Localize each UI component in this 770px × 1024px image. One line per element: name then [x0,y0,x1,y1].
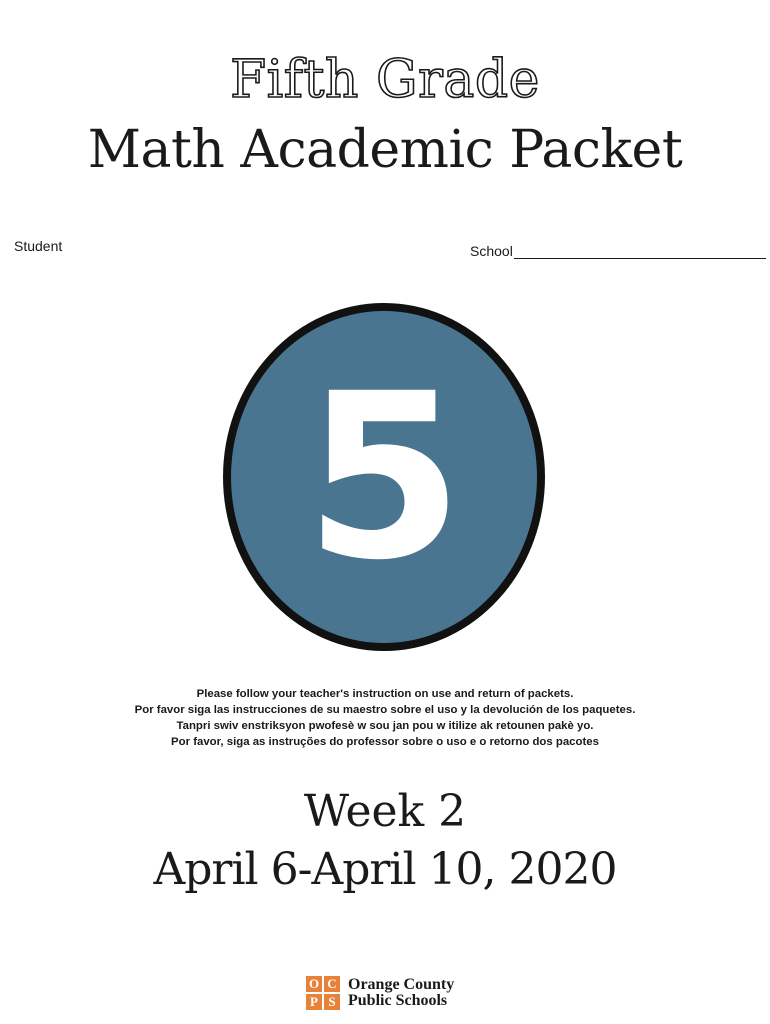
school-field[interactable] [470,243,766,259]
date-range: April 6-April 10, 2020 [153,844,617,895]
logo-mark [306,976,340,1010]
logo-letter: O [306,976,322,992]
title-line-2: Math Academic Packet [87,120,683,180]
grade-badge [222,302,546,652]
student-label: Student [14,238,63,254]
logo-letter: S [324,994,340,1010]
logo-line-1: Orange County [348,976,455,993]
ocps-logo [306,976,454,1010]
logo-text [348,977,454,1009]
title-line-1: Fifth Grade [230,50,540,110]
notice-portuguese: Por favor, siga as instruções do professor sobre o uso e o retorno dos pacotes [171,736,599,748]
school-input-line[interactable] [514,244,766,259]
instruction-notice [0,686,770,750]
school-label: School [470,243,513,259]
badge-number: 5 [304,344,464,610]
logo-line-2: Public Schools [348,992,448,1009]
logo-letter: P [306,994,322,1010]
logo-letter: C [324,976,340,992]
notice-haitian-creole: Tanpri swiv enstriksyon pwofesè w sou jan pou w itilize ak retounen pakè yo. [176,720,594,732]
week-label: Week 2 [303,786,467,837]
notice-spanish: Por favor siga las instrucciones de su maestro sobre el uso y la devolución de los paquetes. [134,704,636,716]
notice-english: Please follow your teacher's instruction on use and return of packets. [196,688,574,700]
